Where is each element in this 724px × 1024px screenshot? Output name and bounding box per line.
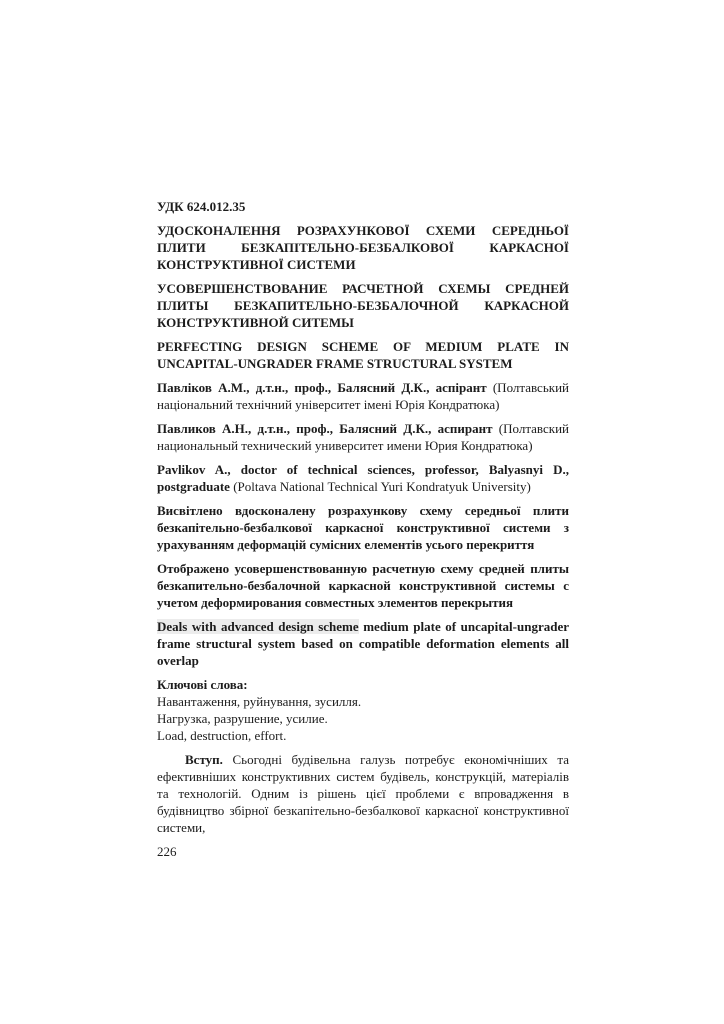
authors-english-affiliation: (Poltava National Technical Yuri Kondratyuk University)	[229, 479, 531, 494]
authors-ukrainian	[157, 379, 569, 413]
authors-russian	[157, 420, 569, 454]
authors-english-names: Pavlikov A., doctor of technical sciences, professor, Balyasnyi D., postgraduate	[157, 462, 569, 494]
title-english: PERFECTING DESIGN SCHEME OF MEDIUM PLATE IN UNCAPITAL-UNGRADER FRAME STRUCTURAL SYSTEM	[157, 339, 569, 371]
keywords-header: Ключові слова:	[157, 677, 248, 692]
keywords-english: Load, destruction, effort.	[157, 728, 287, 743]
abstract-english-highlighted-text: Deals with advanced design scheme	[157, 619, 359, 634]
authors-english	[157, 461, 569, 495]
authors-ukrainian-affiliation: (Полтавський національний технічний університет імені Юрія Кондратюка)	[157, 380, 569, 412]
authors-russian-affiliation: (Полтавский национальный технический университет имени Юрия Кондратюка)	[157, 421, 569, 453]
udc-code: УДК 624.012.35	[157, 199, 246, 214]
abstract-russian: Отображено усовершенствованную расчетную схему средней плиты безкапительно-безбалочной каркасной конструктивной системы с учетом деформирования совместных элементов перекрытия	[157, 561, 569, 610]
page-content	[157, 198, 569, 867]
keywords-ukrainian: Навантаження, руйнування, зусилля.	[157, 694, 362, 709]
authors-ukrainian-names: Павліков А.М., д.т.н., проф., Балясний Д.К., аспірант	[157, 380, 487, 395]
abstract-ukrainian: Висвітлено вдосконалену розрахункову схему середньої плити безкапітельно-безбалкової каркасної конструктивної системи з урахуванням деформацій сумісних елементів усього перекриття	[157, 503, 569, 552]
title-russian: УСОВЕРШЕНСТВОВАНИЕ РАСЧЕТНОЙ СХЕМЫ СРЕДНЕЙ ПЛИТЫ БЕЗКАПИТЕЛЬНО-БЕЗБАЛОЧНОЙ КАРКАСНОЙ КОНСТРУКТИВНОЙ СИТЕМЫ	[157, 281, 569, 330]
authors-russian-names: Павликов А.Н., д.т.н., проф., Балясний Д.К., аспирант	[157, 421, 493, 436]
keywords-russian: Нагрузка, разрушение, усилие.	[157, 711, 328, 726]
page-number: 226	[157, 844, 177, 859]
introduction-paragraph	[157, 751, 569, 836]
introduction-lead-word: Вступ.	[185, 752, 223, 767]
abstract-english-rest: medium plate of uncapital-ungrader frame structural system based on compatible deformation elements all overlap	[157, 619, 569, 668]
introduction-text: Сьогодні будівельна галузь потребує економічніших та ефективніших конструктивних систем будівель, конструкцій, матеріалів та технологій. Одним із рішень цієї проблеми є впровадження в будівництво збірної безкапітельно-безбалкової каркасної конструктивної системи,	[157, 752, 569, 835]
abstract-english	[157, 618, 569, 669]
title-ukrainian: УДОСКОНАЛЕННЯ РОЗРАХУНКОВОЇ СХЕМИ СЕРЕДНЬОЇ ПЛИТИ БЕЗКАПІТЕЛЬНО-БЕЗБАЛКОВОЇ КАРКАСНОЇ КОНСТРУКТИВНОЇ СИСТЕМИ	[157, 223, 569, 272]
